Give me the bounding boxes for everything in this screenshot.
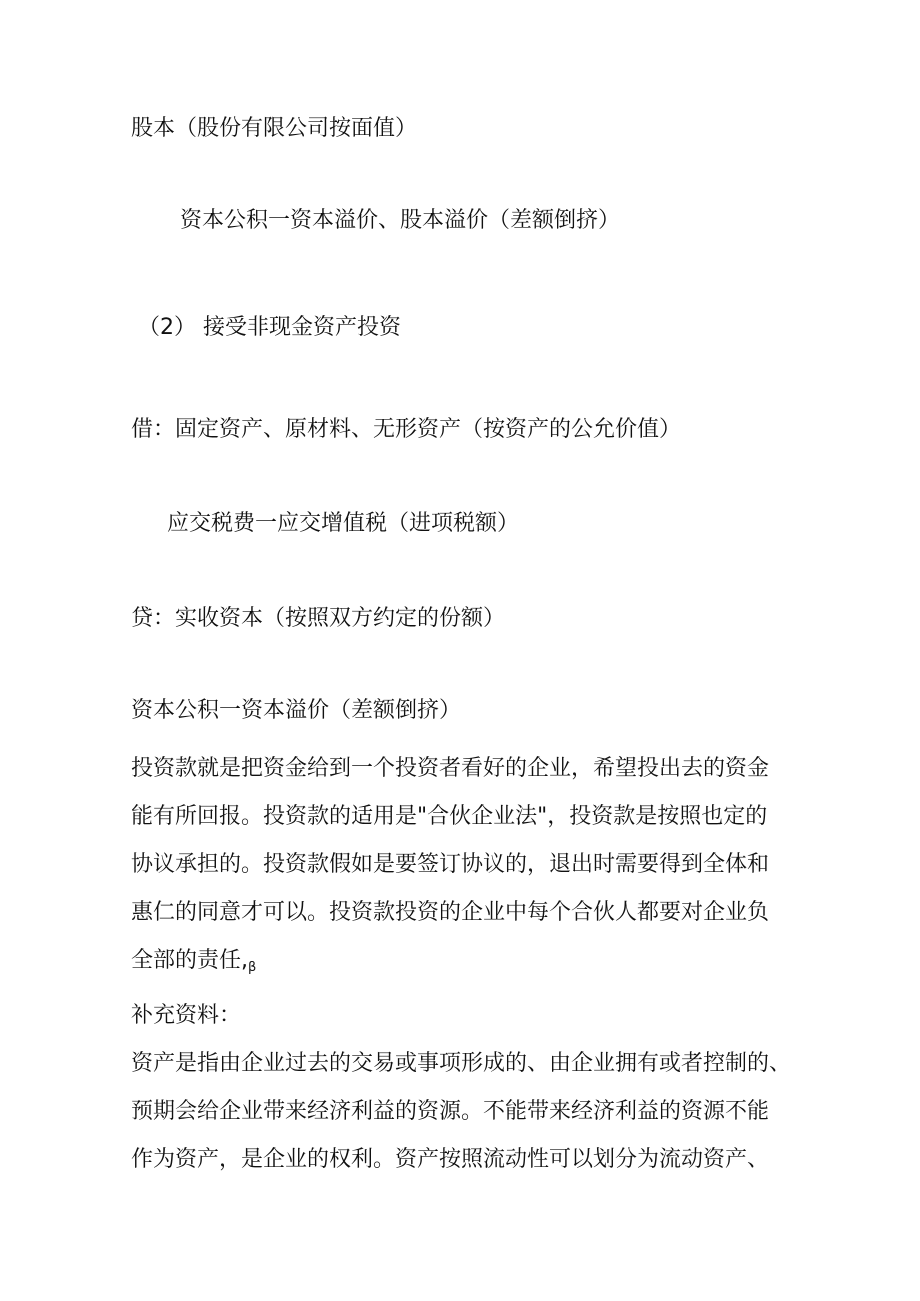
paragraph-line: 作为资产，是企业的权利。资产按照流动性可以划分为流动资产、 bbox=[131, 1147, 770, 1172]
entry-capital-reserve: 资本公积一资本溢价（差额倒挤） bbox=[131, 698, 462, 723]
paragraph-line: 投资款就是把资金给到一个投资者看好的企业，希望投出去的资金 bbox=[131, 756, 770, 781]
paragraph-line: 资产是指由企业过去的交易或事项形成的、由企业拥有或者控制的、 bbox=[131, 1051, 792, 1076]
investment-paragraph bbox=[131, 745, 811, 1184]
supplement-heading: 补充资料： bbox=[131, 1003, 242, 1028]
paragraph-line: 能有所回报。投资款的适用是"合伙企业法"，投资款是按照也定的 bbox=[131, 804, 768, 829]
paragraph-line: 惠仁的同意才可以。投资款投资的企业中每个合伙人都要对企业负 bbox=[131, 900, 770, 925]
paragraph-line: 预期会给企业带来经济利益的资源。不能带来经济利益的资源不能 bbox=[131, 1099, 770, 1124]
entry-debit-assets: 借：固定资产、原材料、无形资产（按资产的公允价值） bbox=[131, 417, 682, 442]
entry-credit-paid-in-capital: 贷：实收资本（按照双方约定的份额） bbox=[131, 606, 506, 631]
entry-share-capital: 股本（股份有限公司按面值） bbox=[131, 116, 418, 141]
entry-capital-reserve-premium: 资本公积一资本溢价、股本溢价（差额倒挤） bbox=[180, 208, 621, 233]
stray-mark: β bbox=[248, 960, 257, 975]
entry-input-vat: 应交税费一应交增值税（进项税额） bbox=[167, 511, 520, 536]
section-heading-noncash-investment: （2） 接受非现金资产投资 bbox=[138, 315, 401, 340]
paragraph-line-last bbox=[131, 937, 811, 992]
paragraph-line: 协议承担的。投资款假如是要签订协议的，退出时需要得到全体和 bbox=[131, 852, 770, 877]
paragraph-line-text: 全部的责任, bbox=[131, 948, 248, 973]
